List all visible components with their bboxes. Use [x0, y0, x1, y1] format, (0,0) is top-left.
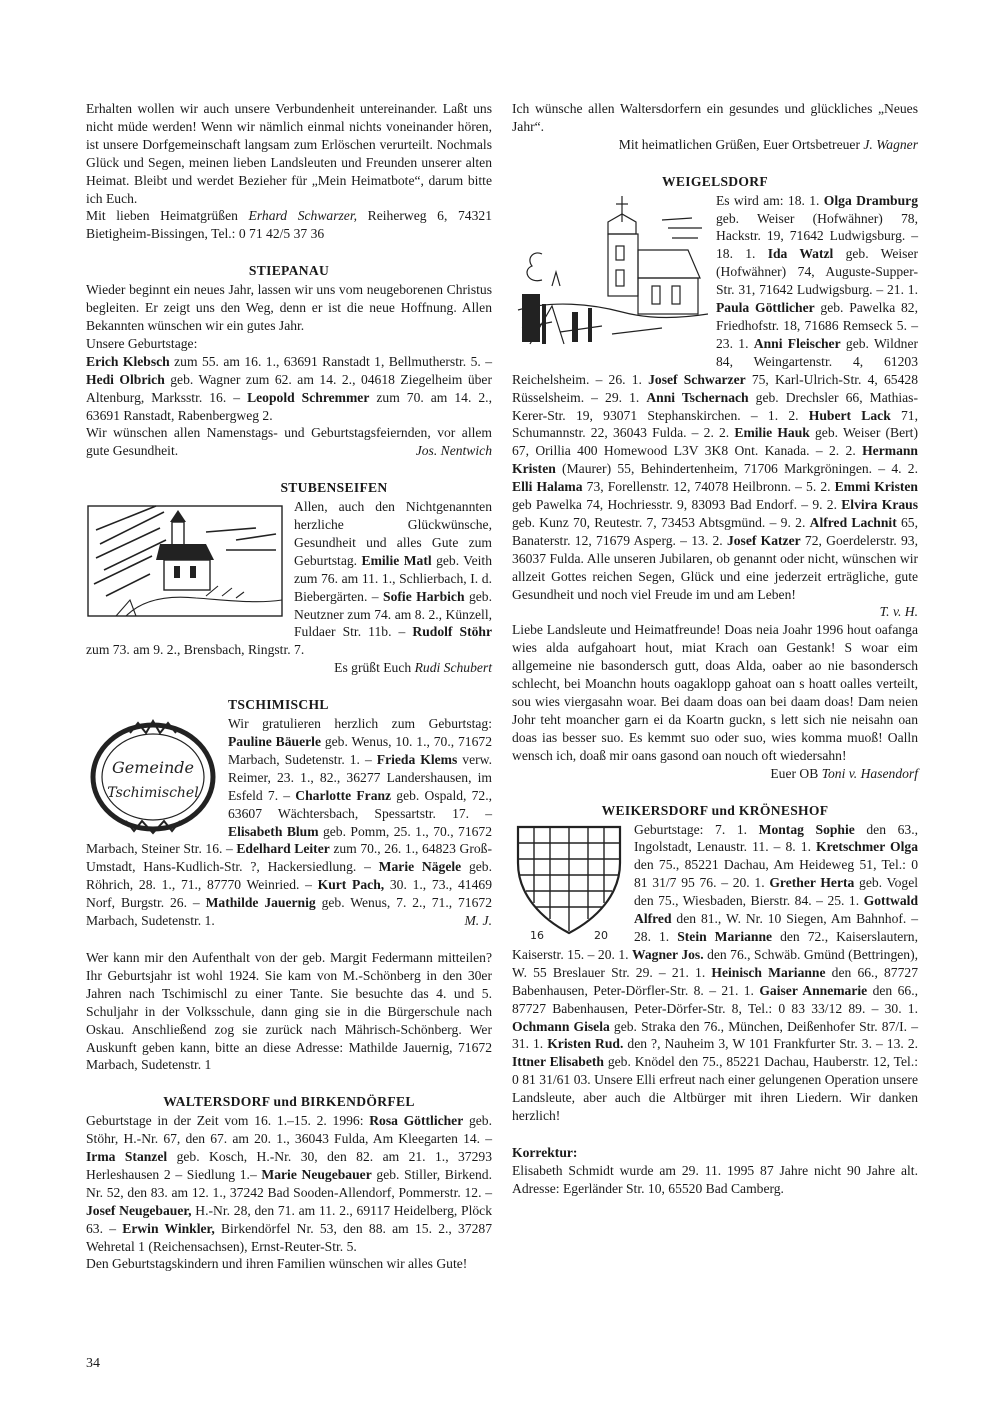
text-run: geb. Veith zum 76. am 11. 1., Schlierbach, I. d. Biebergärten. –: [294, 552, 492, 604]
weigelsdorf-church-image: [512, 194, 708, 352]
weikersdorf-heading: WEIKERSDORF und KRÖNESHOF: [601, 802, 829, 818]
person-name: Rosa Göttlicher: [369, 1113, 464, 1129]
stubenseifen-heading: STUBENSEIFEN: [280, 480, 388, 496]
weigelsdorf-signature: T. v. H.: [879, 604, 918, 620]
text-run: zum 73. am 9. 2., Brensbach, Ringstr. 7.: [86, 642, 305, 658]
text-run: Mit lieben Heimatgrüßen: [86, 208, 249, 224]
left-column: [86, 100, 492, 1273]
text-run: 72, Goerdelerstr. 93, 36037 Fulda. Alle unseren Jubilaren, ob genannt oder nicht, wünschen wir allzeit Gottes reichen Segen, Glück und eine jederzeit erträgliche, gute Gesundheit und noch viel Freude im und am Leben!: [512, 532, 918, 602]
tschimischl-heading: TSCHIMISCHL: [228, 697, 329, 713]
right-column: [512, 100, 918, 1198]
text-run: geb. Pomm, 25. 1., 70., 71672 Marbach, Steiner Str. 16. –: [86, 823, 493, 857]
person-name: Hedi Olbrich: [86, 371, 165, 387]
shield-year-left: 16: [530, 928, 544, 942]
tschimischl-stamp: [86, 717, 220, 837]
person-name: Olga Dramburg: [823, 192, 919, 208]
text-run: zum 70., 26. 1., 64823 Groß-Umstadt, Hans-Kudlich-Str. ?, Hackersiedlung. –: [86, 841, 492, 875]
intro-signature: [86, 207, 492, 243]
person-name: Stein Marianne: [677, 928, 773, 944]
waltersdorf-text: [86, 1112, 492, 1255]
text-run: zum 70. am 14. 2., 63691 Ranstadt, Rabenbergweg 2.: [86, 389, 492, 423]
weigelsdorf-dialect-signature: [770, 765, 918, 783]
text-run: geb. Wenus, 10. 1., 70., 71672 Marbach, Sudetenstr. 1. –: [228, 734, 492, 767]
text-run: geb. Stöhr, H.-Nr. 67, den 67. am 20. 1., 36043 Fulda, Am Kleegarten 14. –: [86, 1113, 493, 1147]
text-run: Den Geburtstagskindern und ihren Familien wünschen wir alles Gute!: [86, 1256, 468, 1272]
tschimischl-search-notice: [86, 949, 492, 1074]
text-run: Allen, auch den Nichtgenannten herzliche Glückwünsche, Gesundheit und alles Gute zum Geburtstag.: [294, 499, 492, 568]
text-run: Birkendörfel Nr. 53, den 88. am 15. 2., 37287 Wehretal 1 (Reichensachsen), Ernst-Reuter-Str. 5.: [86, 1220, 492, 1254]
person-name: Charlotte Franz: [295, 787, 392, 803]
person-name: Josef Katzer: [726, 532, 801, 548]
person-name: Marie Nägele: [378, 859, 462, 875]
person-name: Grether Herta: [769, 875, 855, 891]
text-run: geb. Weiser (Hofwähner) 74, Auguste-Supper-Str. 31, 71642 Ludwigsburg. – 21. 1.: [716, 246, 919, 298]
stubenseifen-church-image: [86, 500, 286, 624]
person-name: Hermann Kristen: [512, 443, 918, 477]
church-illustration: [86, 500, 286, 624]
right-wish: [512, 100, 918, 136]
weikersdorf-shield: [512, 823, 626, 943]
stiepanau-wish: [86, 424, 492, 460]
text-run: (Maurer) 55, Behindertenheim, 71706 Markgröningen. – 4. 2.: [555, 461, 918, 477]
person-name: Wagner Jos.: [632, 946, 704, 962]
signature-name: Toni v. Hasendorf: [821, 765, 918, 781]
text-run: geb. Knödel den 75., 85221 Dachau, Hauberstr. 12, Tel.: 0 81 31/61 03. Unsere Elli erfreut nach einer gelungenen Operation unsere Landsleute, aber auch die Altbürger mit ihren Liedern. Wir danken herzlich!: [512, 1054, 919, 1124]
text-run: den ?, Nauheim 3, W 101 Frankfurter Str. 3. – 13. 2.: [623, 1036, 919, 1052]
person-name: Sofie Harbich: [383, 588, 465, 604]
person-name: Ida Watzl: [767, 246, 834, 262]
text-run: geb. Stiller, Birkend. Nr. 52, den 83. am 12. 1., 37242 Bad Sooden-Allendorf, Pommerstr. 12. –: [86, 1166, 492, 1200]
stiepanau-birthdays: [86, 353, 492, 425]
text-run: geb. Wildner 84, Weingartenstr. 4, 61203 Reichelsheim. – 26. 1.: [512, 335, 918, 387]
text-run: den 76., Schwäb. Gmünd (Bettringen), W. 55 Breslauer Str. 29. – 21. 1.: [512, 946, 919, 980]
person-name: Paula Göttlicher: [716, 300, 815, 316]
text-run: Euer OB: [770, 765, 822, 781]
text-run: H.-Nr. 28, den 71. am 11. 2., 69117 Heidelberg, Plöck 63. –: [86, 1202, 492, 1236]
text-run: Mit heimatlichen Grüßen, Euer Ortsbetreuer: [618, 136, 864, 152]
text-run: Geburtstage in der Zeit vom 16. 1.–15. 2. 1996:: [86, 1113, 370, 1129]
text-run: geb Pawelka 74, Hochriesstr. 9, 83093 Bad Endorf. – 9. 2.: [512, 497, 842, 513]
text-run: den 63., Ingolstadt, Lenaustr. 11. – 8. 1.: [634, 821, 918, 855]
text-run: 65, Banaterstr. 12, 71679 Asperg. – 13. 2.: [512, 514, 919, 548]
person-name: Leopold Schremmer: [247, 389, 370, 405]
person-name: Erich Klebsch: [86, 353, 170, 369]
text-run: geb. Weiser (Hofwähner) 78, Hackstr. 19, 71642 Ludwigsburg. – 18. 1.: [716, 210, 918, 262]
waltersdorf-closing: [86, 1255, 492, 1273]
text-run: den 75., 85221 Dachau, Am Heideweg 51, Tel.: 0 81 31/7 95 76. – 20. 1.: [634, 857, 918, 891]
text-run: geb. Wenus, 7. 2., 71., 71672 Marbach, Sudetenstr. 1.: [86, 895, 492, 929]
stiepanau-text: [86, 281, 492, 335]
text-run: Elisabeth Schmidt wurde am 29. 11. 1995 87 Jahre nicht 90 Jahre alt. Adresse: Egerländer Str. 10, 65520 Bad Camberg.: [512, 1162, 918, 1196]
weigelsdorf-dialect-text: [512, 622, 918, 762]
person-name: Erwin Winkler,: [122, 1220, 215, 1236]
text-run: geb. Ospald, 72., 63607 Wächtersbach, Spessartstr. 17. –: [228, 787, 492, 821]
text-run: Wir gratulieren herzlich zum Geburtstag:: [228, 716, 492, 732]
text-run: Wieder beginnt ein neues Jahr, lassen wir uns vom neugeborenen Christus begleiten. Er zeigt uns den Weg, denn er ist die neue Hoffnung. Allen Bekannten wünschen wir ein gutes Jahr.: [86, 282, 492, 333]
person-name: Ittner Elisabeth: [512, 1054, 604, 1070]
text-run: geb. Pawelka 82, Friedhofstr. 18, 71686 Remseck 5. – 23. 1.: [716, 300, 918, 351]
person-name: Gaiser Annemarie: [759, 982, 868, 998]
person-name: Josef Neugebauer,: [86, 1202, 192, 1218]
person-name: Josef Schwarzer: [648, 371, 746, 387]
person-name: Irma Stanzel: [86, 1149, 168, 1165]
person-name: Anni Tschernach: [646, 389, 749, 405]
intro-paragraph: [86, 100, 492, 207]
person-name: Elvira Kraus: [841, 497, 918, 513]
text-run: Liebe Landsleute und Heimatfreunde! Doas neia Joahr 1996 hout oafanga wies alda aufgahoart hout, miat Krach oan Gestank! S woar eim allgemeine nie basondersch gutt, doas Alda, oaber ao nie basondersch schlecht, bei Moanchn houts oagaklopp gahoat oan s hoatt oalles verteilt, sou wies viergasahn woar. Bei daam doas oan bei daam doas! Dam neien Johr teht moancher garn ei da Koartn guckn, s lett sich nie neisahn oan doas ias besser suo. Es kemmt suo oder suo, wies komma muoß! Oalln wensch ich, doaß mir oans gasond oan nouch oft wiedersahn!: [512, 622, 918, 763]
person-name: Emilie Matl: [361, 552, 432, 568]
stubenseifen-greeting: [86, 659, 492, 677]
text-run: geb. Neutzner zum 74. am 8. 2., Künzell, Fuldaer Str. 11b. –: [294, 588, 492, 640]
municipal-seal-image: [86, 717, 220, 837]
text-run: zum 55. am 16. 1., 63691 Ranstadt 1, Bellmutherstr. 5. –: [169, 353, 492, 369]
person-name: Ochmann Gisela: [512, 1018, 610, 1034]
korrektur-text: [512, 1162, 918, 1198]
signature-name: J. Wagner: [863, 136, 918, 152]
stamp-line-2: Tschimischel: [107, 785, 199, 802]
person-name: Heinisch Marianne: [711, 964, 826, 980]
waltersdorf-heading: WALTERSDORF und BIRKENDÖRFEL: [163, 1094, 415, 1110]
page-number: 34: [86, 1356, 100, 1371]
person-name: Elisabeth Blum: [228, 823, 319, 839]
text-run: geb. Drechsler 66, Mathias-Kerer-Str. 19, 93071 Stephanskirchen. – 1. 2.: [512, 389, 918, 423]
text-run: den 66., 87727 Babenhausen, Peter-Dörfer-Str. 8, Tel.: 0 83 33/12 89. – 30. 1.: [512, 982, 919, 1016]
person-name: Gottwald Alfred: [634, 893, 918, 927]
text-run: Es grüßt Euch: [334, 660, 415, 676]
person-name: Frieda Klems: [376, 751, 458, 767]
text-run: geb. Straka den 76., München, Deißenhofer Str. 87/I. – 31. 1.: [512, 1018, 919, 1052]
text-run: Geburtstage: 7. 1.: [634, 821, 759, 837]
text-run: geb. Weiser (Bert) 67, Orillia 400 Homewood L3V 3K8 Ont. Kanada. – 2. 2.: [512, 425, 918, 459]
text-run: Erhalten wollen wir auch unsere Verbundenheit untereinander. Laßt uns nicht müde werden! Wenn wir nämlich einmal nichts voneinander hören, ist unsere Dorfgemeinschaft langsam zum Erlöschen verurteilt. Nochmals Glück und Segen, meinen lieben Landsleuten und Freunden unserer alten Heimat. Bleibt und werdet Bezieher für „Mein Heimatbote“, darum bitte ich Euch.: [86, 101, 492, 206]
person-name: Hubert Lack: [808, 407, 891, 423]
person-name: Kristen Rud.: [547, 1036, 624, 1052]
text-run: Wer kann mir den Aufenthalt von der geb. Margit Federmann mitteilen? Ihr Geburtsjahr ist wohl 1924. Sie kam von M.-Schönberg in den 30er Jahren nach Tschimischl zu einer Tante. Sie besuchte das 4. und 5. Schuljahr in der Volksschule, dann ging sie in die Bürgerschule nach Oskau. Anschließend zog sie zurück nach Mährisch-Schönberg. Wer Auskunft geben kann, bitte an diese Adresse: Mathilde Jauernig, 71672 Marbach, Sudetenstr. 1: [86, 949, 492, 1073]
tschimischl-signature: M. J.: [464, 913, 492, 929]
person-name: Kurt Pach,: [317, 877, 385, 893]
stamp-line-1: Gemeinde: [111, 758, 195, 778]
person-name: Pauline Bäuerle: [228, 734, 321, 749]
text-run: geb. Wagner zum 62. am 14. 2., 04618 Ziegelheim über Altenburg, Marksstr. 16. –: [86, 371, 492, 405]
stiepanau-signature: Jos. Nentwich: [415, 443, 492, 459]
text-run: Ich wünsche allen Waltersdorfern ein gesundes und glückliches „Neues Jahr“.: [512, 101, 918, 134]
right-wish-signature: [512, 136, 918, 154]
weigelsdorf-church: [512, 194, 708, 352]
person-name: Montag Sophie: [758, 821, 855, 837]
weikersdorf-coat-of-arms: [512, 823, 626, 943]
person-name: Emilie Hauk: [734, 425, 810, 441]
text-run: geb. Röhrich, 28. 1., 71., 87770 Weinried. –: [86, 859, 493, 893]
text-run: den 72., Kaiserslautern, Kaiserstr. 15. – 20. 1.: [512, 928, 919, 962]
person-name: Kretschmer Olga: [816, 839, 918, 855]
person-name: Rudolf Stöhr: [412, 624, 492, 640]
text-run: geb. Vogel den 75., Wiesbaden, Bierstr. 84. – 25. 1.: [634, 875, 919, 909]
shield-year-right: 20: [594, 928, 608, 942]
text-run: geb. Kosch, H.-Nr. 30, den 82. am 21. 1., 37293 Herleshausen 2 – Siedlung 1.–: [86, 1149, 492, 1182]
text-run: den 66., 87727 Babenhausen, Peter-Dörfler-Str. 8. – 21. 1.: [512, 964, 918, 998]
person-name: Mathilde Jauernig: [205, 895, 316, 911]
person-name: Elli Halama: [512, 479, 583, 495]
text-run: Es wird am: 18. 1.: [716, 192, 824, 208]
person-name: Anni Fleischer: [753, 335, 841, 351]
person-name: Marie Neugebauer: [261, 1166, 372, 1182]
text-run: geb. Kunz 70, Reutestr. 7, 73453 Abtsgmünd. – 9. 2.: [512, 514, 810, 530]
stiepanau-heading: STIEPANAU: [248, 263, 330, 279]
person-name: Alfred Lachnit: [809, 514, 897, 530]
person-name: Emmi Kristen: [834, 479, 918, 495]
text-run: den 81., W. Nr. 10 Siegen, Am Bahnhof. – 28. 1.: [634, 911, 918, 944]
signature-name: Rudi Schubert: [414, 660, 492, 676]
weigelsdorf-heading: WEIGELSDORF: [661, 173, 769, 189]
weigelsdorf-dialect: [512, 621, 918, 781]
text-run: Wir wünschen allen Namenstags- und Geburtstagsfeiernden, vor allem gute Gesundheit.: [86, 425, 492, 459]
text-run: 75, Karl-Ulrich-Str. 4, 65428 Rüsselsheim. – 29. 1.: [512, 371, 918, 405]
text-run: 73, Forellenstr. 12, 74078 Heilbronn. – 5. 2.: [582, 479, 835, 495]
stiepanau-birthdays-label: Unsere Geburtstage:: [86, 335, 198, 351]
korrektur-title: Korrektur:: [512, 1144, 578, 1160]
text-run: Reiherweg 6, 74321 Bietigheim-Bissingen, Tel.: 0 71 42/5 37 36: [86, 208, 492, 242]
signature-name: Erhard Schwarzer,: [248, 208, 357, 224]
text-run: 71, Schumannstr. 22, 36043 Fulda. – 2. 2.: [512, 407, 918, 441]
text-run: verw. Reimer, 23. 1., 82., 36277 Landershausen, im Esfeld 7. –: [228, 751, 492, 803]
person-name: Edelhard Leiter: [236, 841, 330, 857]
text-run: 30. 1., 73., 41469 Norf, Burgstr. 26. –: [86, 877, 492, 911]
